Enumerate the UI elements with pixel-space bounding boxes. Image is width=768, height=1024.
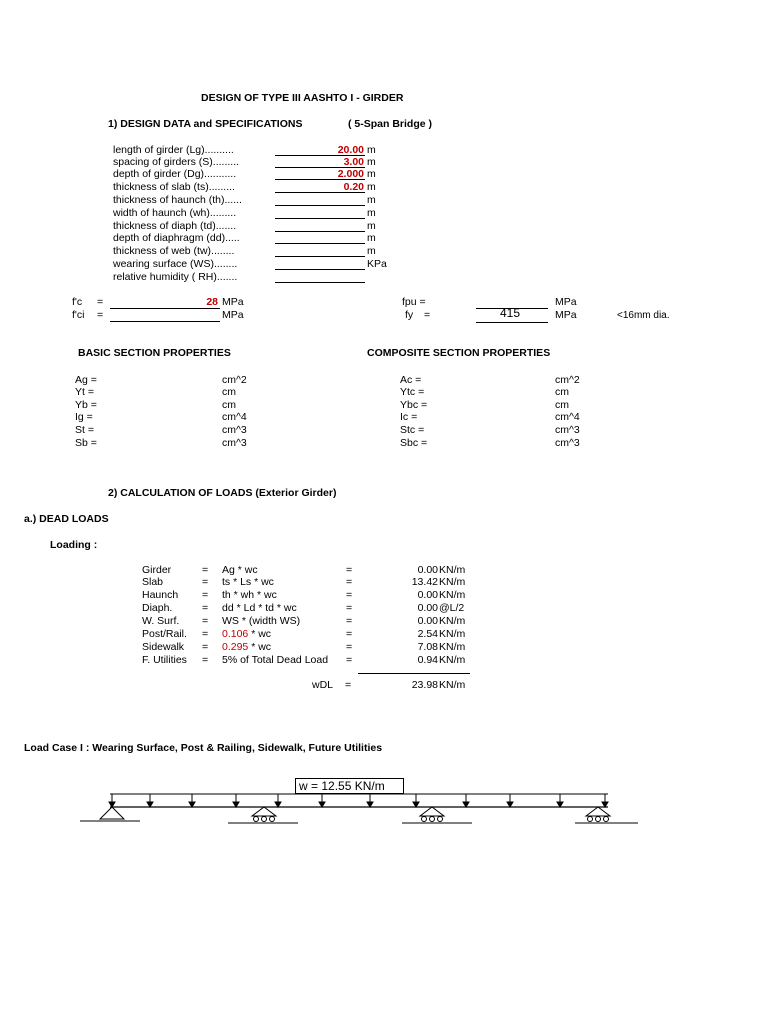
fci-underline [110, 321, 220, 322]
composite-prop-label: Ytc = [400, 386, 425, 398]
load-row-formula [222, 602, 297, 614]
load-row-formula-pre: WS * (width WS) [222, 615, 301, 627]
design-row-underline [275, 243, 365, 244]
composite-prop-unit: cm [555, 399, 569, 411]
fy-note: <16mm dia. [617, 310, 670, 321]
design-row-label: thickness of slab (ts)......... [113, 181, 235, 193]
design-row-unit: m [367, 232, 376, 244]
load-row-formula-pre: dd * Ld * td * wc [222, 602, 297, 614]
composite-prop-label: Ic = [400, 411, 418, 423]
basic-prop-label: Yt = [75, 386, 94, 398]
load-row-formula-pre: 5% of Total Dead Load [222, 654, 329, 666]
load-row-unit: KN/m [439, 641, 466, 653]
design-row-unit: m [367, 194, 376, 206]
load-row-name: Slab [142, 576, 164, 588]
load-row-eq2: = [346, 589, 353, 601]
loading-label: Loading : [50, 539, 98, 551]
load-row-formula-coef: 0.106 [222, 628, 249, 640]
load-row-value: 0.00 [417, 602, 438, 614]
load-row-eq2: = [346, 628, 353, 640]
design-data-heading: 1) DESIGN DATA and SPECIFICATIONS [108, 118, 303, 130]
basic-prop-label: Yb = [75, 399, 97, 411]
load-row-value: 7.08 [417, 641, 438, 653]
fpu-unit: MPa [555, 296, 577, 308]
design-data-subheading: ( 5-Span Bridge ) [348, 118, 433, 130]
fy-label: fy [405, 309, 414, 321]
dead-loads-heading: a.) DEAD LOADS [24, 513, 109, 525]
load-row-formula-post: * wc [248, 641, 272, 653]
design-row-label: thickness of diaph (td)....... [113, 220, 237, 232]
design-row-underline [275, 179, 365, 180]
load-row-unit: KN/m [439, 654, 466, 666]
load-row-name: Haunch [142, 589, 179, 601]
load-row-eq2: = [346, 641, 353, 653]
basic-props-heading: BASIC SECTION PROPERTIES [78, 347, 231, 359]
design-row-underline [275, 205, 365, 206]
design-row-unit: m [367, 156, 376, 168]
load-row-formula [222, 628, 271, 640]
load-row-eq1: = [202, 654, 209, 666]
loads-heading: 2) CALCULATION OF LOADS (Exterior Girder) [108, 487, 337, 499]
basic-prop-label: Ig = [75, 411, 93, 423]
fci-eq: = [97, 309, 104, 321]
composite-prop-label: Sbc = [400, 437, 428, 449]
fc-value: 28 [206, 296, 218, 308]
beam-diagram [70, 792, 650, 832]
fc-eq: = [97, 296, 104, 308]
load-row-formula [222, 615, 300, 627]
load-row-formula-pre: ts * Ls * wc [222, 576, 274, 588]
design-row-label: depth of girder (Dg)........... [113, 168, 237, 180]
design-row-unit: m [367, 220, 376, 232]
composite-prop-unit: cm^2 [555, 374, 580, 386]
load-row-eq2: = [346, 576, 353, 588]
design-row-label: wearing surface (WS)........ [113, 258, 238, 270]
fy-eq: = [424, 309, 431, 321]
design-row-value: 20.00 [337, 144, 364, 156]
design-row-unit: KPa [367, 258, 387, 270]
wdl-unit: KN/m [439, 679, 466, 691]
load-row-value: 2.54 [417, 628, 438, 640]
design-row-value: 3.00 [343, 156, 364, 168]
wdl-value: 23.98 [411, 679, 438, 691]
composite-prop-unit: cm [555, 386, 569, 398]
basic-prop-unit: cm [222, 386, 236, 398]
basic-prop-label: Sb = [75, 437, 97, 449]
load-row-value: 0.00 [417, 589, 438, 601]
design-row-label: length of girder (Lg).......... [113, 144, 234, 156]
basic-prop-label: Ag = [75, 374, 97, 386]
load-row-unit: KN/m [439, 615, 466, 627]
load-row-formula [222, 654, 328, 666]
basic-prop-unit: cm^2 [222, 374, 247, 386]
design-row-unit: m [367, 168, 376, 180]
design-row-label: thickness of web (tw)........ [113, 245, 235, 257]
fy-value: 415 [500, 306, 521, 320]
design-row-label: relative humidity ( RH)....... [113, 271, 238, 283]
load-row-eq2: = [346, 602, 353, 614]
composite-prop-label: Ybc = [400, 399, 428, 411]
load-arrows [109, 794, 608, 807]
load-row-eq2: = [346, 564, 353, 576]
design-row-label: width of haunch (wh)......... [113, 207, 237, 219]
load-row-unit: KN/m [439, 564, 466, 576]
load-row-value: 0.00 [417, 615, 438, 627]
load-row-unit: KN/m [439, 576, 466, 588]
total-rule [358, 673, 470, 674]
design-row-unit: m [367, 207, 376, 219]
load-row-formula-coef: 0.295 [222, 641, 249, 653]
design-row-underline [275, 231, 365, 232]
load-row-eq1: = [202, 589, 209, 601]
fy-unit: MPa [555, 309, 577, 321]
design-row-label: spacing of girders (S)......... [113, 156, 240, 168]
load-row-formula-pre: th * wh * wc [222, 589, 277, 601]
design-row-label: depth of diaphragm (dd)..... [113, 232, 240, 244]
load-row-unit: @L/2 [439, 602, 465, 614]
design-row-underline [275, 218, 365, 219]
load-case-heading: Load Case I : Wearing Surface, Post & Railing, Sidewalk, Future Utilities [24, 742, 383, 754]
load-row-eq2: = [346, 654, 353, 666]
load-row-value: 0.00 [417, 564, 438, 576]
basic-prop-label: St = [75, 424, 94, 436]
fci-unit: MPa [222, 309, 244, 321]
basic-prop-unit: cm [222, 399, 236, 411]
load-row-eq1: = [202, 564, 209, 576]
load-row-name: Sidewalk [142, 641, 185, 653]
wdl-eq: = [345, 679, 352, 691]
load-row-formula [222, 564, 258, 576]
load-row-unit: KN/m [439, 628, 466, 640]
composite-prop-unit: cm^3 [555, 424, 580, 436]
load-row-eq1: = [202, 628, 209, 640]
design-row-underline [275, 256, 365, 257]
composite-prop-unit: cm^3 [555, 437, 580, 449]
fy-underline [476, 322, 548, 323]
load-row-formula [222, 641, 271, 653]
load-row-value: 13.42 [411, 576, 438, 588]
fci-label: f'ci [72, 309, 85, 321]
basic-prop-unit: cm^3 [222, 437, 247, 449]
design-row-value: 2.000 [337, 168, 364, 180]
fc-unit: MPa [222, 296, 244, 308]
design-row-unit: m [367, 245, 376, 257]
load-row-name: Diaph. [142, 602, 173, 614]
basic-prop-unit: cm^4 [222, 411, 247, 423]
load-row-name: F. Utilities [142, 654, 187, 666]
load-row-eq1: = [202, 641, 209, 653]
composite-prop-label: Ac = [400, 374, 422, 386]
load-row-eq2: = [346, 615, 353, 627]
composite-prop-label: Stc = [400, 424, 425, 436]
basic-prop-unit: cm^3 [222, 424, 247, 436]
load-intensity-label: w = 12.55 KN/m [295, 778, 404, 794]
composite-props-heading: COMPOSITE SECTION PROPERTIES [367, 347, 551, 359]
design-row-underline [275, 192, 365, 193]
fc-label: f'c [72, 296, 83, 308]
fc-underline [110, 308, 220, 309]
design-row-underline [275, 269, 365, 270]
load-row-name: Girder [142, 564, 172, 576]
design-row-underline [275, 282, 365, 283]
wdl-label: wDL [312, 679, 334, 691]
design-row-value: 0.20 [343, 181, 364, 193]
design-row-label: thickness of haunch (th)...... [113, 194, 242, 206]
page-title: DESIGN OF TYPE III AASHTO I - GIRDER [201, 92, 404, 104]
load-row-formula-pre: Ag * wc [222, 564, 258, 576]
design-row-unit: m [367, 144, 376, 156]
fpu-label: fpu = [402, 296, 426, 308]
load-row-formula [222, 589, 277, 601]
load-row-eq1: = [202, 576, 209, 588]
load-row-formula [222, 576, 274, 588]
load-row-unit: KN/m [439, 589, 466, 601]
composite-prop-unit: cm^4 [555, 411, 580, 423]
load-row-name: Post/Rail. [142, 628, 187, 640]
load-row-eq1: = [202, 602, 209, 614]
load-row-formula-post: * wc [248, 628, 272, 640]
load-row-value: 0.94 [417, 654, 438, 666]
load-row-name: W. Surf. [142, 615, 180, 627]
design-row-unit: m [367, 181, 376, 193]
load-row-eq1: = [202, 615, 209, 627]
